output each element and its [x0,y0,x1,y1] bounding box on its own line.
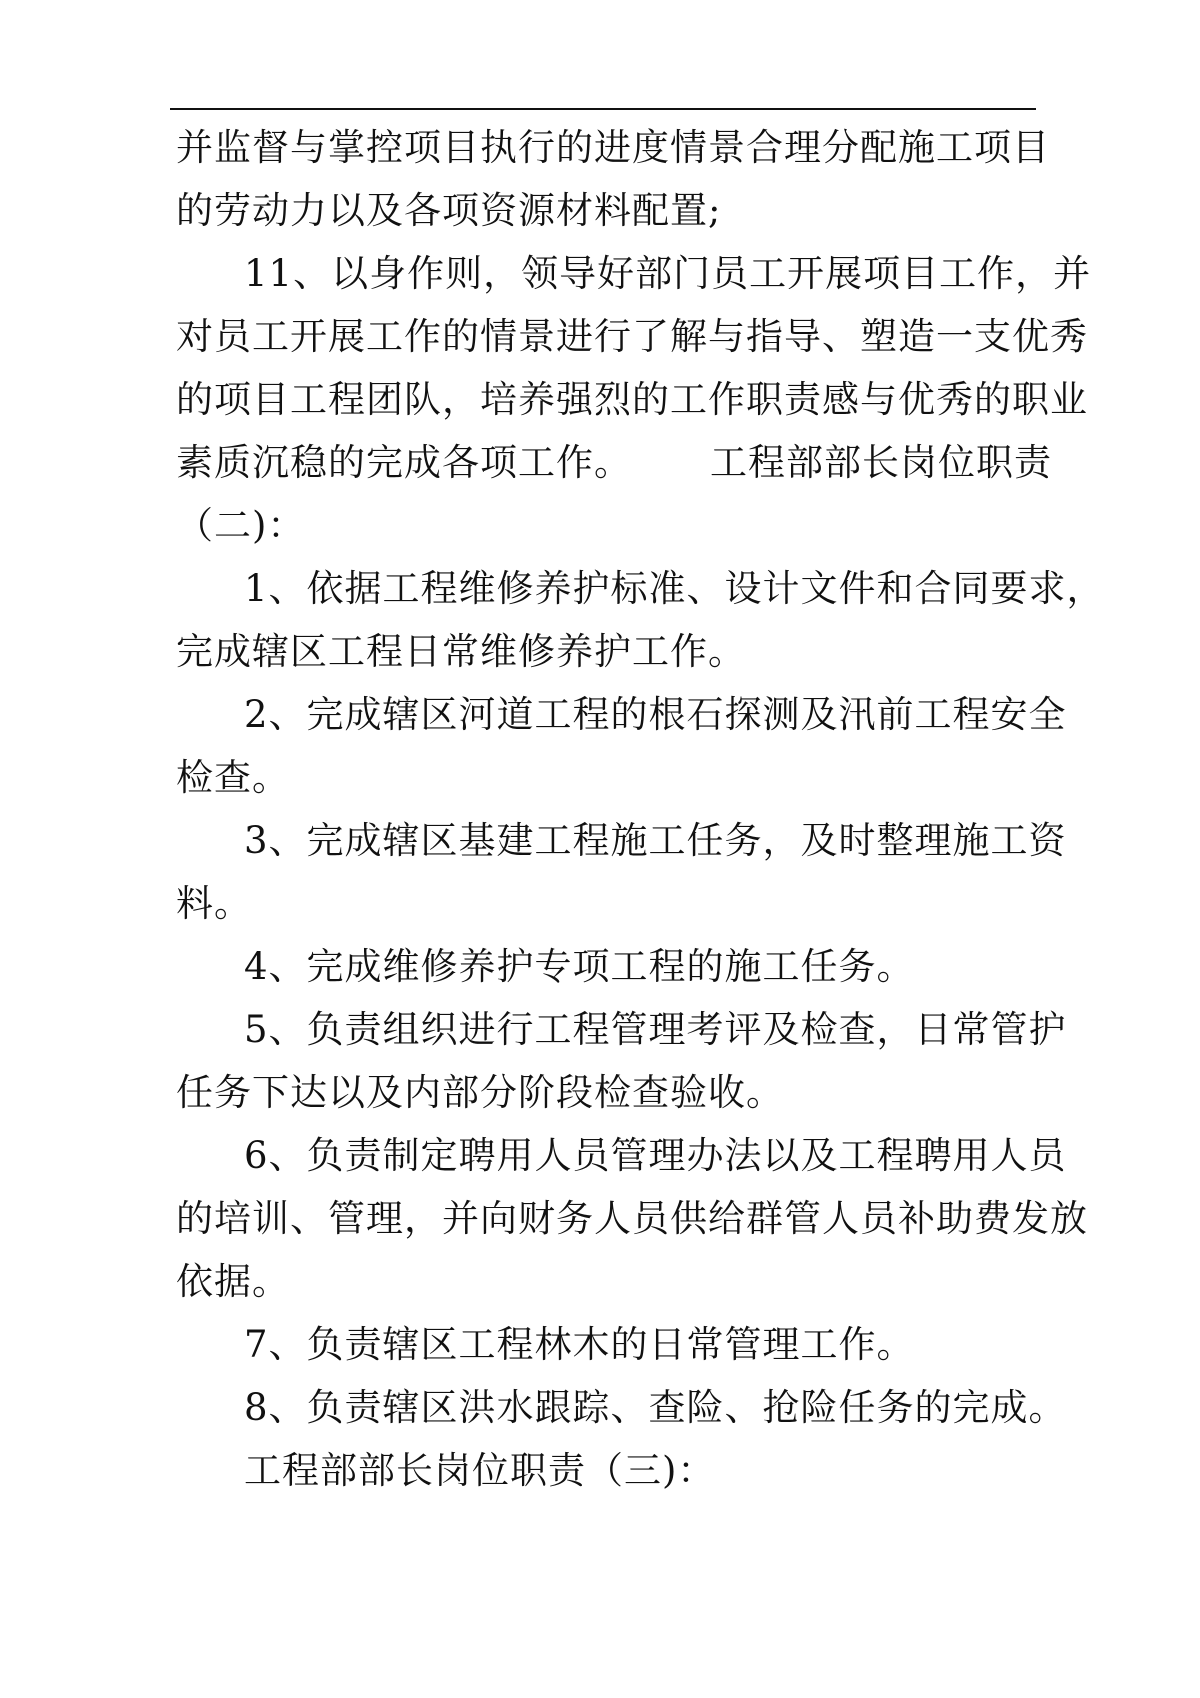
body-text-line: 4、完成维修养护专项工程的施工任务。 [244,945,915,988]
body-text-line: 11、以身作则，领导好部门员工开展项目工作，并 [244,252,1092,295]
body-text-line: 3、完成辖区基建工程施工任务，及时整理施工资 [244,819,1067,862]
body-text-line: 6、负责制定聘用人员管理办法以及工程聘用人员 [244,1134,1067,1177]
body-text-line: 1、依据工程维修养护标准、设计文件和合同要求， [244,567,1105,610]
section-heading: 工程部部长岗位职责（三)： [244,1449,716,1492]
body-text-line: 8、负责辖区洪水跟踪、查险、抢险任务的完成。 [244,1386,1067,1429]
body-text-line: 并监督与掌控项目执行的进度情景合理分配施工项目 [176,126,1050,169]
body-text-line: 完成辖区工程日常维修养护工作。 [176,630,746,673]
section-heading-suffix: （二)： [176,504,306,547]
body-text-line: 的培训、管理，并向财务人员供给群管人员补助费发放 [176,1197,1088,1240]
body-text-line: 依据。 [176,1260,290,1303]
body-text-segment: 素质沉稳的完成各项工作。 [176,441,632,484]
body-text-line: 7、负责辖区工程林木的日常管理工作。 [244,1323,915,1366]
body-text-line: 料。 [176,882,252,925]
body-text-line: 对员工开展工作的情景进行了解与指导、塑造一支优秀 [176,315,1088,358]
body-text-line: 的项目工程团队，培养强烈的工作职责感与优秀的职业 [176,378,1088,421]
body-text-line [176,443,1052,483]
body-text-line: 的劳动力以及各项资源材料配置; [176,189,722,232]
section-heading: 工程部部长岗位职责 [710,441,1052,484]
body-text-line: 检查。 [176,756,290,799]
body-text-line: 任务下达以及内部分阶段检查验收。 [176,1071,784,1114]
header-rule [170,108,1036,110]
body-text-line: 5、负责组织进行工程管理考评及检查，日常管护 [244,1008,1067,1051]
body-text-line: 2、完成辖区河道工程的根石探测及汛前工程安全 [244,693,1067,736]
